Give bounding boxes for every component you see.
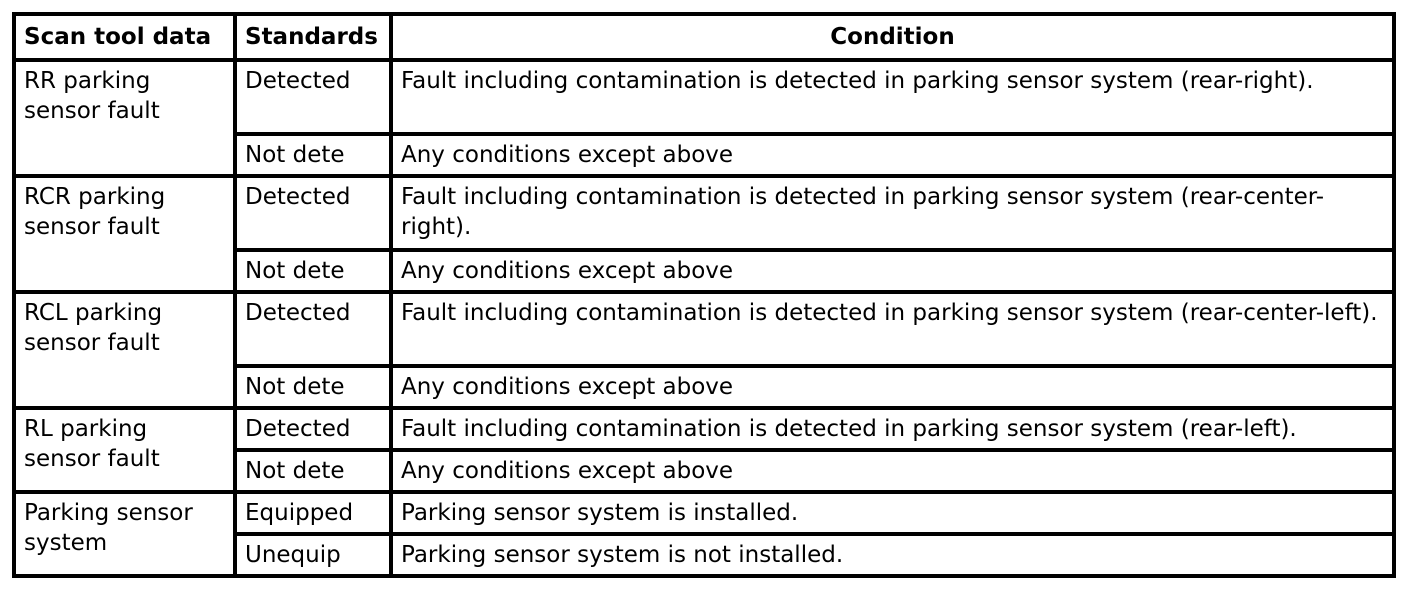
standard-cell: Not dete — [235, 250, 391, 292]
standard-cell: Unequip — [235, 534, 391, 576]
scan-tool-data-table — [12, 12, 1396, 578]
condition-cell: Fault including contamination is detected in parking sensor system (rear-right). — [391, 60, 1394, 134]
standard-cell: Detected — [235, 408, 391, 450]
standard-cell: Equipped — [235, 492, 391, 534]
item-cell: RCL parking sensor fault — [14, 292, 235, 408]
header-condition: Condition — [391, 14, 1394, 60]
condition-cell: Parking sensor system is not installed. — [391, 534, 1394, 576]
condition-cell: Parking sensor system is installed. — [391, 492, 1394, 534]
condition-cell: Fault including contamination is detected in parking sensor system (rear-center-right). — [391, 176, 1394, 250]
header-standards: Standards — [235, 14, 391, 60]
header-scan-tool-data: Scan tool data — [14, 14, 235, 60]
standard-cell: Not dete — [235, 450, 391, 492]
item-cell: RCR parking sensor fault — [14, 176, 235, 292]
standard-cell: Not dete — [235, 134, 391, 176]
condition-cell: Any conditions except above — [391, 450, 1394, 492]
table-row — [14, 60, 1394, 134]
standard-cell: Detected — [235, 292, 391, 366]
condition-cell: Fault including contamination is detected in parking sensor system (rear-left). — [391, 408, 1394, 450]
table-row — [14, 408, 1394, 450]
standard-cell: Not dete — [235, 366, 391, 408]
condition-cell: Fault including contamination is detected in parking sensor system (rear-center-left). — [391, 292, 1394, 366]
item-cell: Parking sensor system — [14, 492, 235, 576]
condition-cell: Any conditions except above — [391, 250, 1394, 292]
standard-cell: Detected — [235, 176, 391, 250]
condition-cell: Any conditions except above — [391, 134, 1394, 176]
table-row — [14, 176, 1394, 250]
table-row — [14, 292, 1394, 366]
condition-cell: Any conditions except above — [391, 366, 1394, 408]
standard-cell: Detected — [235, 60, 391, 134]
spec-table-container — [12, 12, 1392, 578]
table-row — [14, 492, 1394, 534]
item-cell: RR parking sensor fault — [14, 60, 235, 176]
item-cell: RL parking sensor fault — [14, 408, 235, 492]
header-row — [14, 14, 1394, 60]
